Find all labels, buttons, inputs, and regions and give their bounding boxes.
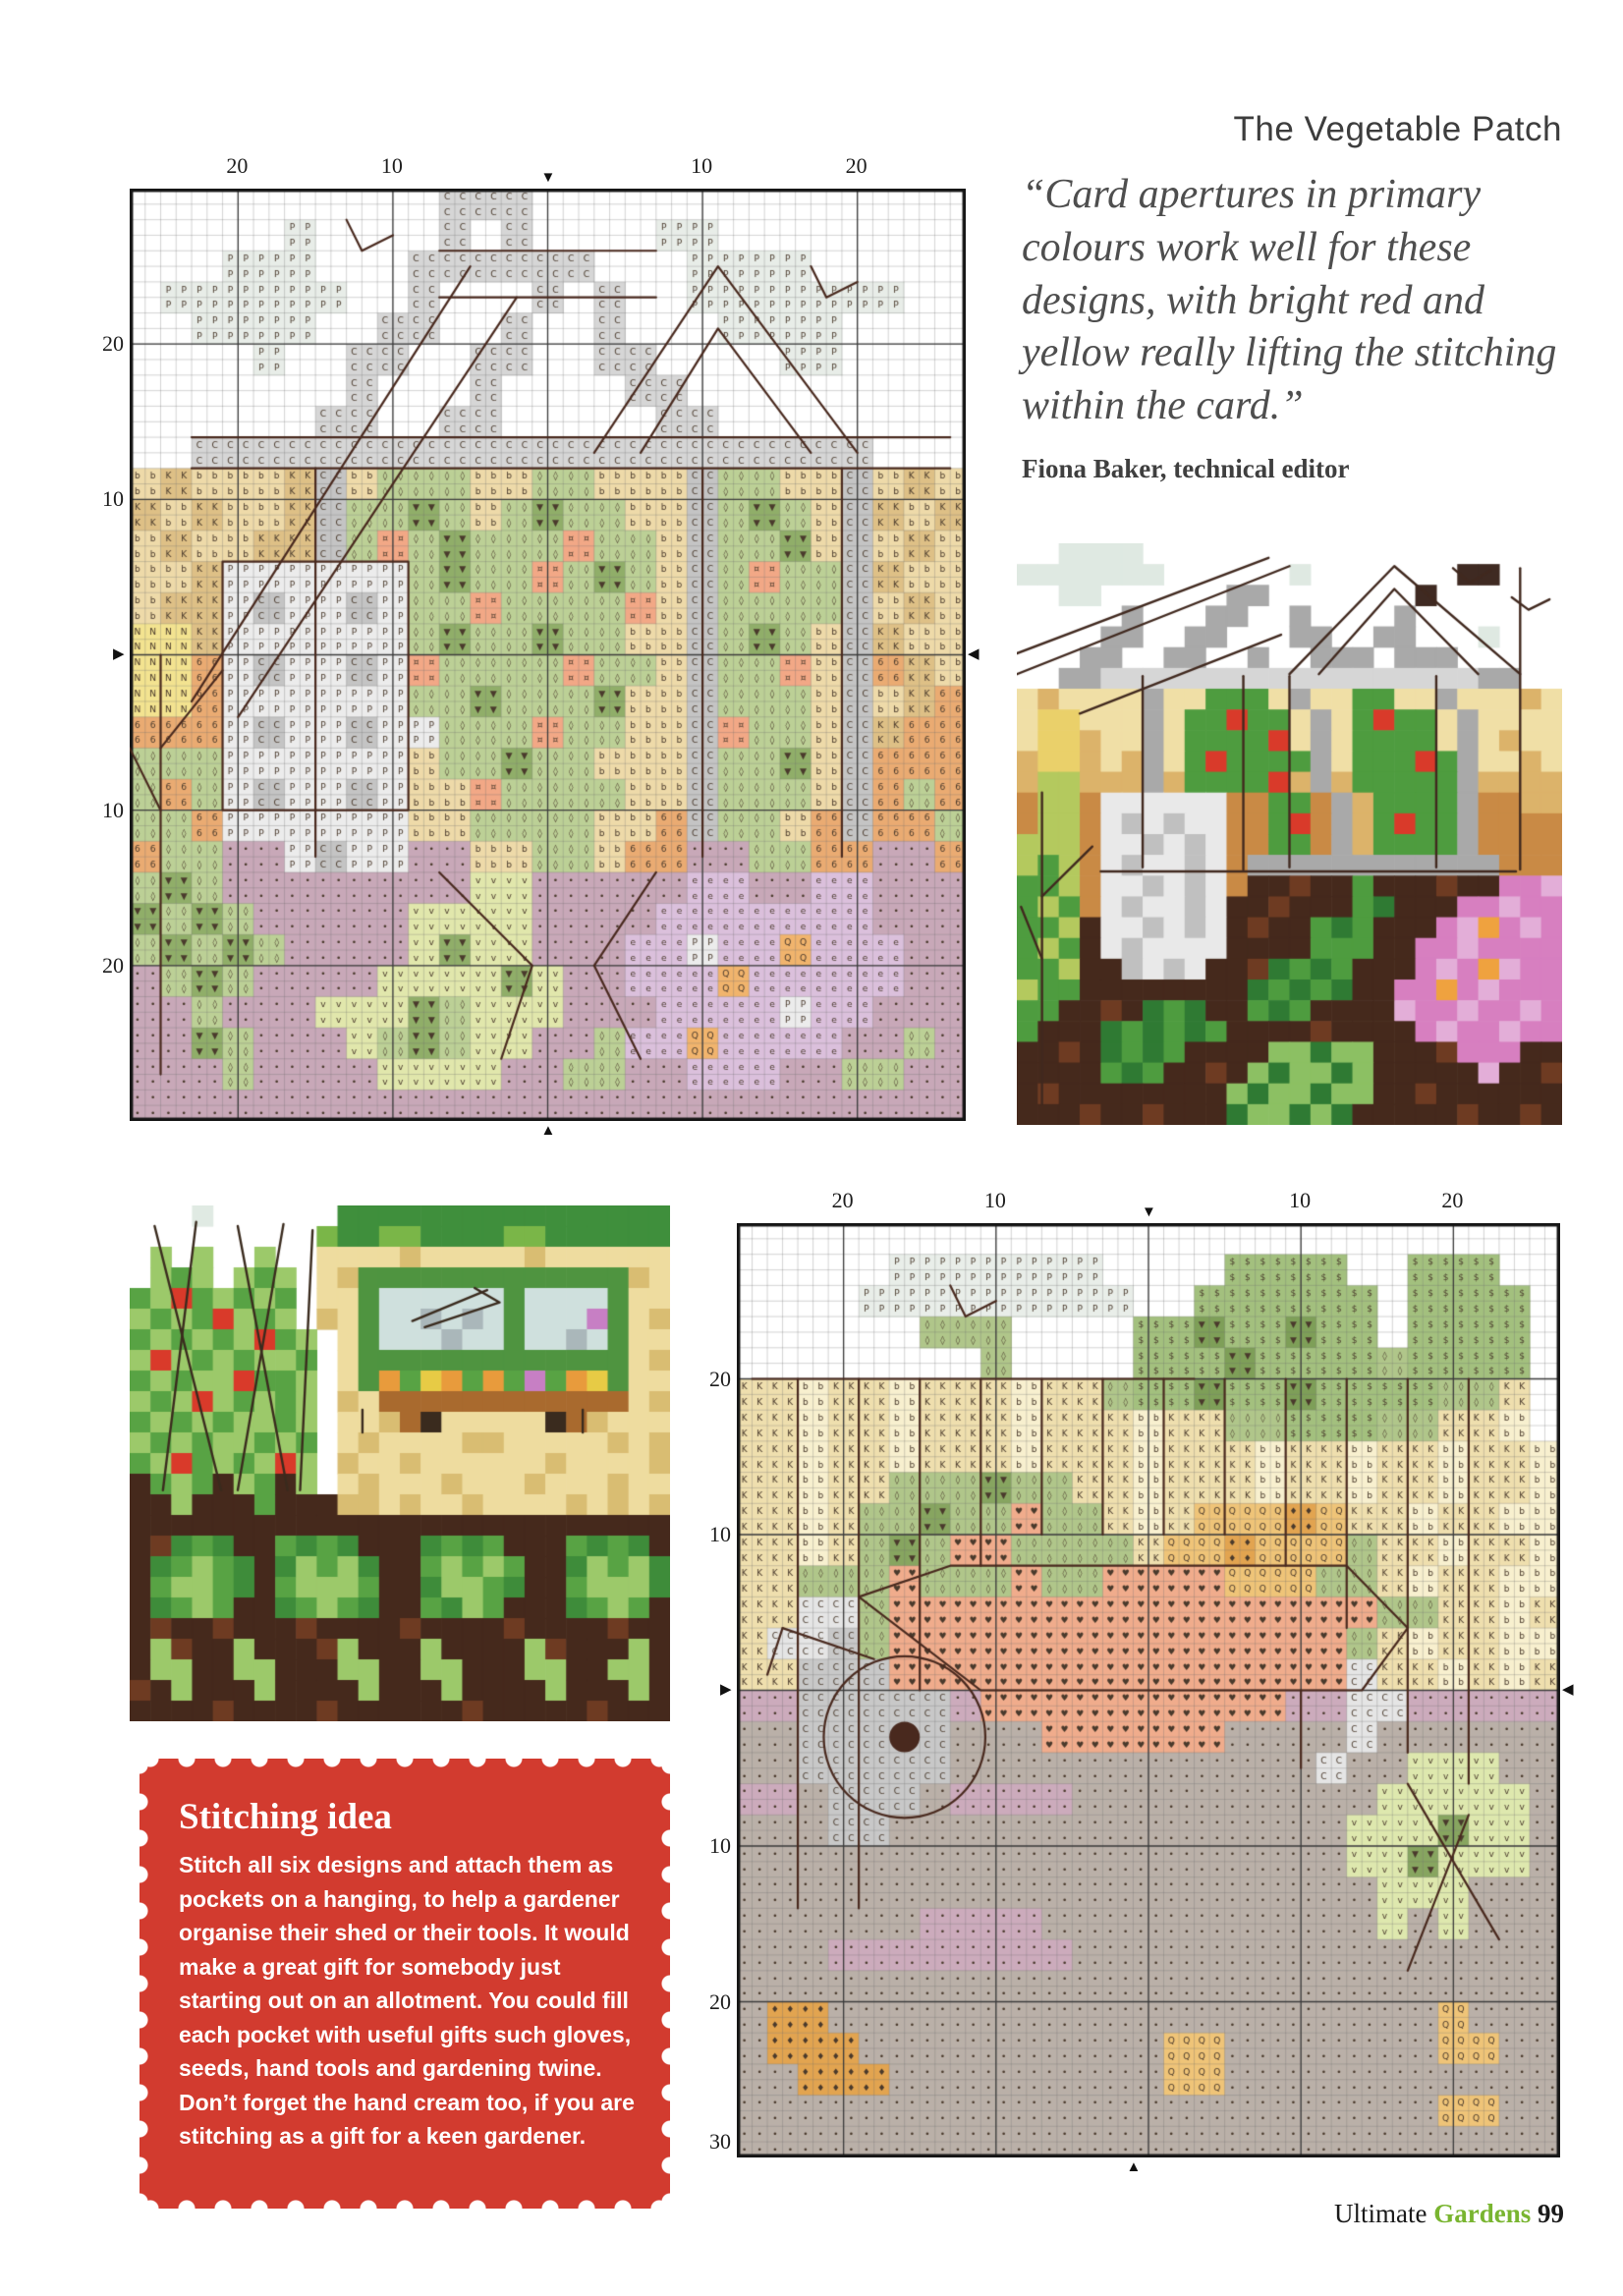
greenhouse-chart-canvas <box>130 189 966 1121</box>
axis-label: 10 <box>983 1188 1006 1212</box>
greenhouse-chart <box>86 147 1010 1174</box>
stitching-idea-body: Stitch all six designs and attach them as pockets on a hanging, to help a gardener organise their shed or their tools. It would make a great gift for somebody just starting out on an allotment. You could fill each pocket with useful gifts such gloves, seeds, hand tools and gardening twine. Don’t forget the hand cream too, if you are stitching as a gift for a keen gardener. <box>179 1852 635 2149</box>
footer-section: Gardens <box>1433 2199 1532 2228</box>
axis-label: 20 <box>709 1988 731 2014</box>
footer-page-number: 99 <box>1538 2199 1564 2228</box>
footer-magazine: Ultimate <box>1334 2199 1427 2228</box>
axis-label: 20 <box>102 331 124 357</box>
axis-label: 10 <box>709 1833 731 1858</box>
greenhouse-preview-image <box>1017 543 1562 1125</box>
axis-label: 10 <box>102 797 124 822</box>
axis-marker: ▶ <box>113 644 125 662</box>
axis-label: 10 <box>1289 1188 1312 1212</box>
wheelbarrow-chart-canvas <box>737 1223 1560 2157</box>
axis-label: 20 <box>102 952 124 978</box>
pull-quote: “Card apertures in primary colours work well for these designs, with bright red and yellow really lifting the stitching within the card.” <box>1022 172 1557 428</box>
axis-label: 20 <box>709 1366 731 1391</box>
axis-label: 20 <box>226 153 249 178</box>
page-footer <box>1334 2199 1564 2229</box>
axis-label: 10 <box>691 153 713 178</box>
axis-label: 20 <box>831 1188 854 1212</box>
axis-label: 10 <box>102 486 124 512</box>
axis-marker: ▼ <box>1142 1204 1156 1220</box>
page-title: The Vegetable Patch <box>1233 110 1562 148</box>
stitching-idea-title: Stitching idea <box>179 1797 392 1837</box>
axis-marker: ▲ <box>1126 2158 1142 2175</box>
axis-marker: ◀ <box>1562 1680 1574 1698</box>
axis-label: 10 <box>709 1522 731 1546</box>
axis-marker: ▼ <box>540 169 556 186</box>
axis-marker: ◀ <box>968 644 979 662</box>
shed-preview-image <box>130 1205 670 1721</box>
wheelbarrow-chart <box>694 1182 1617 2223</box>
axis-label: 10 <box>380 153 403 178</box>
axis-label: 20 <box>1441 1188 1464 1212</box>
axis-marker: ▶ <box>720 1680 732 1698</box>
stitching-idea-box <box>140 1759 670 2209</box>
axis-label: 20 <box>845 153 867 178</box>
axis-label: 30 <box>709 2129 731 2155</box>
axis-marker: ▲ <box>540 1122 556 1139</box>
quote-credit: Fiona Baker, technical editor <box>1022 454 1350 483</box>
